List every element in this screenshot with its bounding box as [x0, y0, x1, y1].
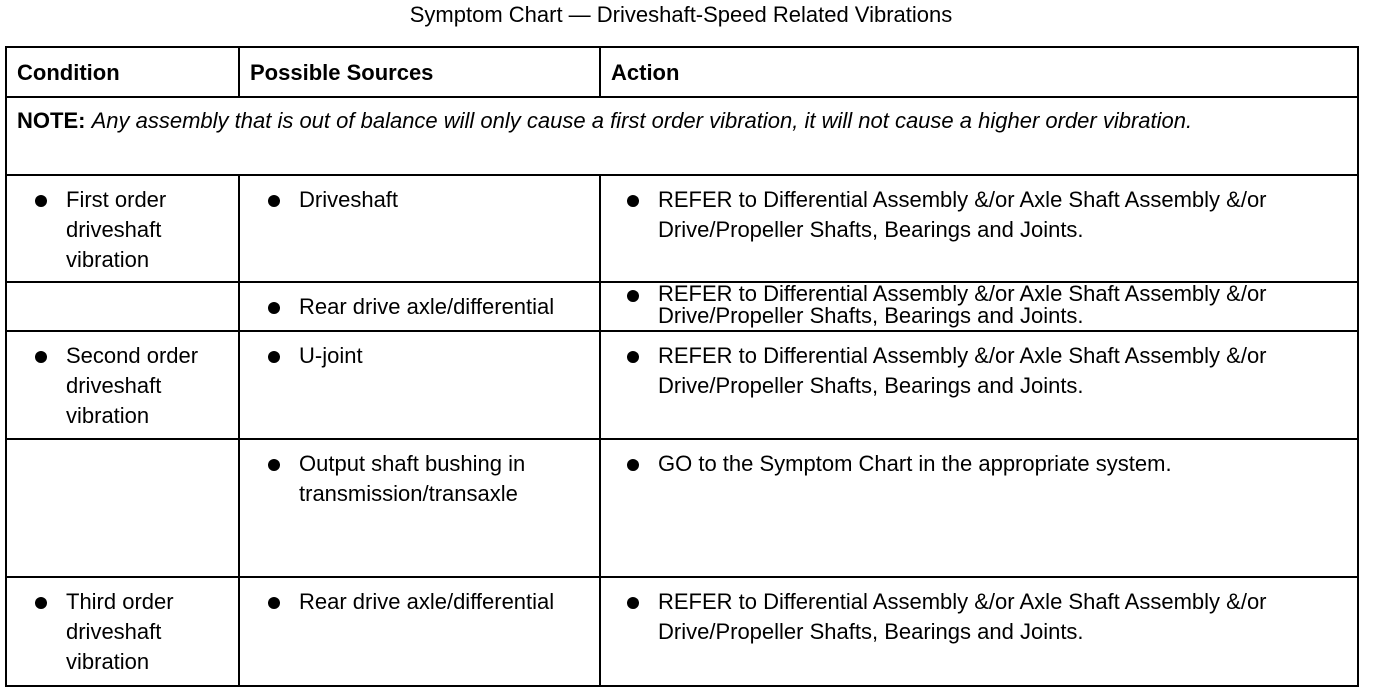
bullet-icon [268, 302, 280, 314]
condition-cell [6, 175, 239, 282]
bullet-icon [627, 459, 639, 471]
condition-cell [6, 439, 239, 577]
table-row [6, 331, 1358, 439]
list-item [240, 578, 599, 617]
source-text: Rear drive axle/differential [299, 294, 555, 319]
condition-cell [6, 282, 239, 331]
bullet-icon [35, 597, 47, 609]
source-cell [239, 175, 600, 282]
action-cell [600, 282, 1358, 331]
note-row [6, 97, 1358, 175]
action-text: GO to the Symptom Chart in the appropriate system. [658, 451, 1172, 476]
note-text: Any assembly that is out of balance will only cause a first order vibration, it will not cause a higher order vibration. [91, 108, 1193, 133]
bullet-icon [35, 195, 47, 207]
bullet-icon [268, 195, 280, 207]
action-text: REFER to Differential Assembly &/or Axle Shaft Assembly &/or Drive/Propeller Shafts, Bearings and Joints. [658, 343, 1267, 398]
source-text: U-joint [299, 343, 363, 368]
note-cell [6, 97, 1358, 175]
bullet-icon [268, 351, 280, 363]
source-cell [239, 439, 600, 577]
list-item [7, 578, 238, 677]
action-cell [600, 331, 1358, 439]
source-text: Rear drive axle/differential [299, 589, 555, 614]
table-row [6, 439, 1358, 577]
action-text: REFER to Differential Assembly &/or Axle Shaft Assembly &/or Drive/Propeller Shafts, Bearings and Joints. [658, 187, 1267, 242]
list-item [601, 176, 1357, 245]
source-cell [239, 282, 600, 331]
condition-cell [6, 577, 239, 686]
action-header: Action [600, 47, 1358, 97]
symptom-table [5, 46, 1359, 687]
source-text: Driveshaft [299, 187, 399, 212]
list-item [601, 440, 1357, 479]
list-item [240, 440, 599, 509]
condition-header: Condition [6, 47, 239, 97]
list-item [601, 283, 1357, 327]
list-item [601, 578, 1357, 647]
action-cell [600, 577, 1358, 686]
condition-cell [6, 331, 239, 439]
list-item [240, 283, 599, 322]
condition-text: Third order driveshaft vibration [66, 589, 174, 674]
note-label: NOTE: [17, 108, 86, 133]
condition-text: Second order driveshaft vibration [66, 343, 199, 428]
action-cell [600, 175, 1358, 282]
table-row [6, 282, 1358, 331]
table-row [6, 577, 1358, 686]
bullet-icon [268, 459, 280, 471]
source-cell [239, 331, 600, 439]
list-item [7, 176, 238, 275]
source-cell [239, 577, 600, 686]
bullet-icon [35, 351, 47, 363]
list-item [240, 176, 599, 215]
action-text: REFER to Differential Assembly &/or Axle Shaft Assembly &/or Drive/Propeller Shafts, Bearings and Joints. [658, 589, 1267, 644]
action-text: REFER to Differential Assembly &/or Axle Shaft Assembly &/or Drive/Propeller Shafts, Bearings and Joints. [658, 281, 1267, 328]
source-text: Output shaft bushing in transmission/transaxle [299, 451, 526, 506]
condition-text: First order driveshaft vibration [66, 187, 167, 272]
list-item [601, 332, 1357, 401]
sources-header: Possible Sources [239, 47, 600, 97]
bullet-icon [268, 597, 280, 609]
bullet-icon [627, 597, 639, 609]
bullet-icon [627, 195, 639, 207]
header-row [6, 47, 1358, 97]
table-row [6, 175, 1358, 282]
chart-title: Symptom Chart — Driveshaft-Speed Related Vibrations [409, 2, 953, 27]
list-item [240, 332, 599, 371]
bullet-icon [627, 290, 639, 302]
action-cell [600, 439, 1358, 577]
list-item [7, 332, 238, 431]
bullet-icon [627, 351, 639, 363]
